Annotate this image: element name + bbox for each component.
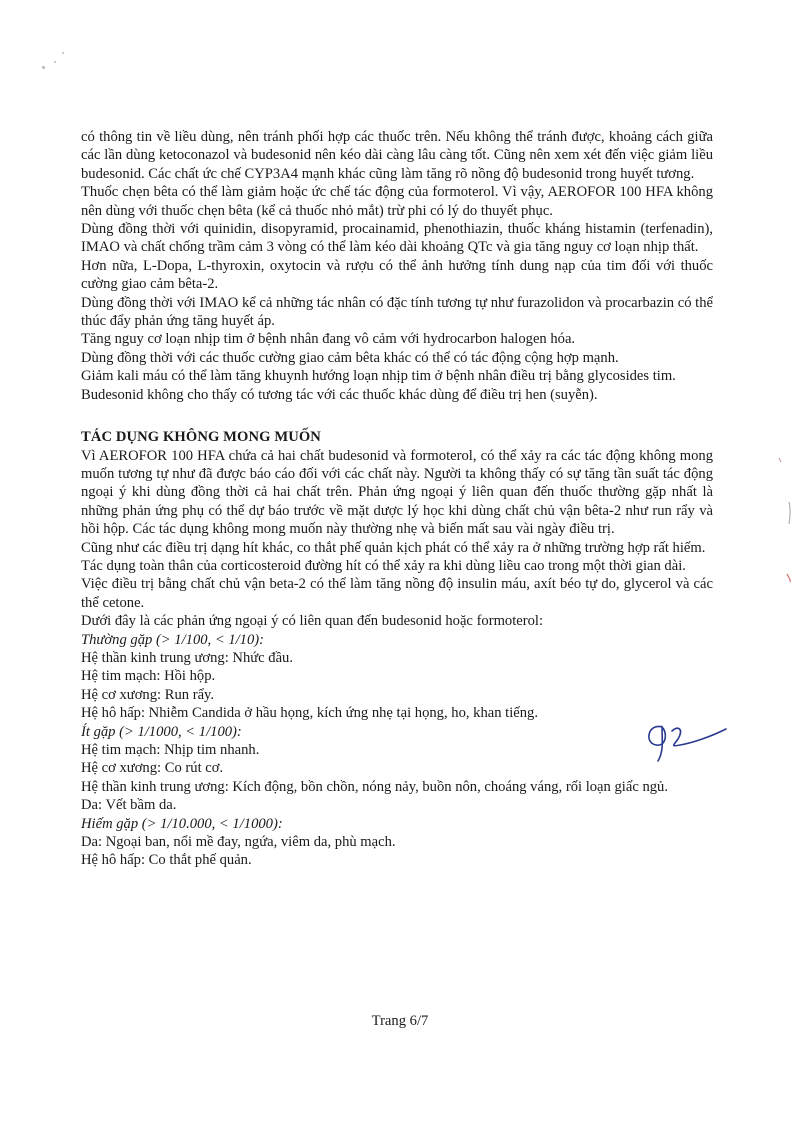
list-item: Da: Vết bầm da. xyxy=(81,797,177,814)
paragraph: Dưới đây là các phản ứng ngoại ý có liên quan đến budesonid hoặc formoterol: xyxy=(81,613,544,630)
paragraph: Dùng đồng thời với quinidin, disopyramid, procainamid, phenothiazin, thuốc kháng histamin (terfenadin), IMAO và chất chống trầm cảm 3 vòng có thể làm kéo dài khoảng QTc và gia tăng nguy cơ loạn nhịp thất. xyxy=(81,221,713,256)
list-item: Hệ cơ xương: Run rẩy. xyxy=(81,686,215,703)
paragraph: Hơn nữa, L-Dopa, L-thyroxin, oxytocin và rượu có thể ảnh hưởng tính dung nạp của tim đối với thuốc cường giao cảm bêta-2. xyxy=(81,257,713,293)
paragraph: Tác dụng toàn thân của corticosteroid đường hít có thể xảy ra khi dùng liều cao trong một thời gian dài. xyxy=(81,557,686,574)
paragraph: Dùng đồng thời với IMAO kể cả những tác nhân có đặc tính tương tự như furazolidon và procarbazin có thể thúc đẩy phản ứng tăng huyết áp. xyxy=(81,294,713,330)
paragraph: Việc điều trị bằng chất chủ vận beta-2 có thể làm tăng nồng độ insulin máu, axít béo tự do, glycerol và các thể cetone. xyxy=(81,576,713,611)
paragraph: Vì AEROFOR 100 HFA chứa cả hai chất budesonid và formoterol, có thể xảy ra các tác động không mong muốn tương tự như đã được báo cáo đối với các chất này. Người ta không thấy có sự tăng tần suất tác động ngoại ý khi dùng đồng thời cả hai chất trên. Phản ứng ngoại ý liên quan đến thuốc thường gặp nhất là những phản ứng phụ có thể dự báo trước về mặt dược lý học khi dùng chất chủ vận bêta-2 như run rẩy và hồi hộp. Các tác dụng không mong muốn này thường nhẹ và biến mất sau vài ngày điều trị. xyxy=(81,447,713,538)
section-heading: TÁC DỤNG KHÔNG MONG MUỐN xyxy=(81,429,321,446)
paragraph: Thuốc chẹn bêta có thể làm giảm hoặc ức chế tác động của formoterol. Vì vậy, AEROFOR 100 HFA không nên dùng với thuốc chẹn bêta (kể cả thuốc nhỏ mắt) trừ phi có lý do thuyết phục. xyxy=(81,184,713,219)
list-item: Hệ thần kinh trung ương: Kích động, bồn chồn, nóng nảy, buồn nôn, choáng váng, rối loạn giấc ngủ. xyxy=(81,778,668,795)
paragraph: Dùng đồng thời với các thuốc cường giao cảm bêta khác có thể có tác động cộng hợp mạnh. xyxy=(81,349,619,366)
document-body xyxy=(81,128,713,870)
paragraph: Tăng nguy cơ loạn nhịp tim ở bệnh nhân đang vô cảm với hydrocarbon halogen hóa. xyxy=(81,331,576,348)
list-item: Hệ tim mạch: Nhịp tim nhanh. xyxy=(81,742,260,758)
list-item: Hệ hô hấp: Nhiễm Candida ở hầu họng, kích ứng nhẹ tại họng, ho, khan tiếng. xyxy=(81,705,539,722)
list-item: Hệ tim mạch: Hồi hộp. xyxy=(81,668,216,685)
frequency-label-rare: Hiếm gặp (> 1/10.000, < 1/1000): xyxy=(81,815,283,832)
handwritten-initials xyxy=(640,715,730,765)
paragraph: Giảm kali máu có thể làm tăng khuynh hướng loạn nhịp tim ở bệnh nhân điều trị bằng glycosides tim. xyxy=(81,368,676,385)
frequency-label-common: Thường gặp (> 1/100, < 1/10): xyxy=(81,631,264,648)
paragraph: có thông tin về liều dùng, nên tránh phối hợp các thuốc trên. Nếu không thể tránh được, khoảng cách giữa các lần dùng ketoconazol và budesonid nên kéo dài càng lâu càng tốt. Cũng nên xem xét đến việc giảm liều budesonid. Các chất ức chế CYP3A4 mạnh khác cũng làm tăng rõ nồng độ budesonid trong huyết tương. xyxy=(81,129,713,182)
frequency-label-uncommon: Ít gặp (> 1/1000, < 1/100): xyxy=(81,723,242,740)
list-item: Hệ cơ xương: Co rút cơ. xyxy=(81,760,224,777)
scan-edge-marks xyxy=(775,450,795,590)
list-item: Hệ thần kinh trung ương: Nhức đầu. xyxy=(81,649,294,666)
page-number: Trang 6/7 xyxy=(371,1013,429,1029)
list-item: Da: Ngoại ban, nổi mề đay, ngứa, viêm da, phù mạch. xyxy=(81,834,396,851)
paragraph: Cũng như các điều trị dạng hít khác, co thắt phế quản kịch phát có thể xảy ra ở những trường hợp rất hiếm. xyxy=(81,539,706,556)
list-item: Hệ hô hấp: Co thắt phế quản. xyxy=(81,852,252,869)
paragraph: Budesonid không cho thấy có tương tác với các thuốc khác dùng để điều trị hen (suyễn). xyxy=(81,386,598,403)
